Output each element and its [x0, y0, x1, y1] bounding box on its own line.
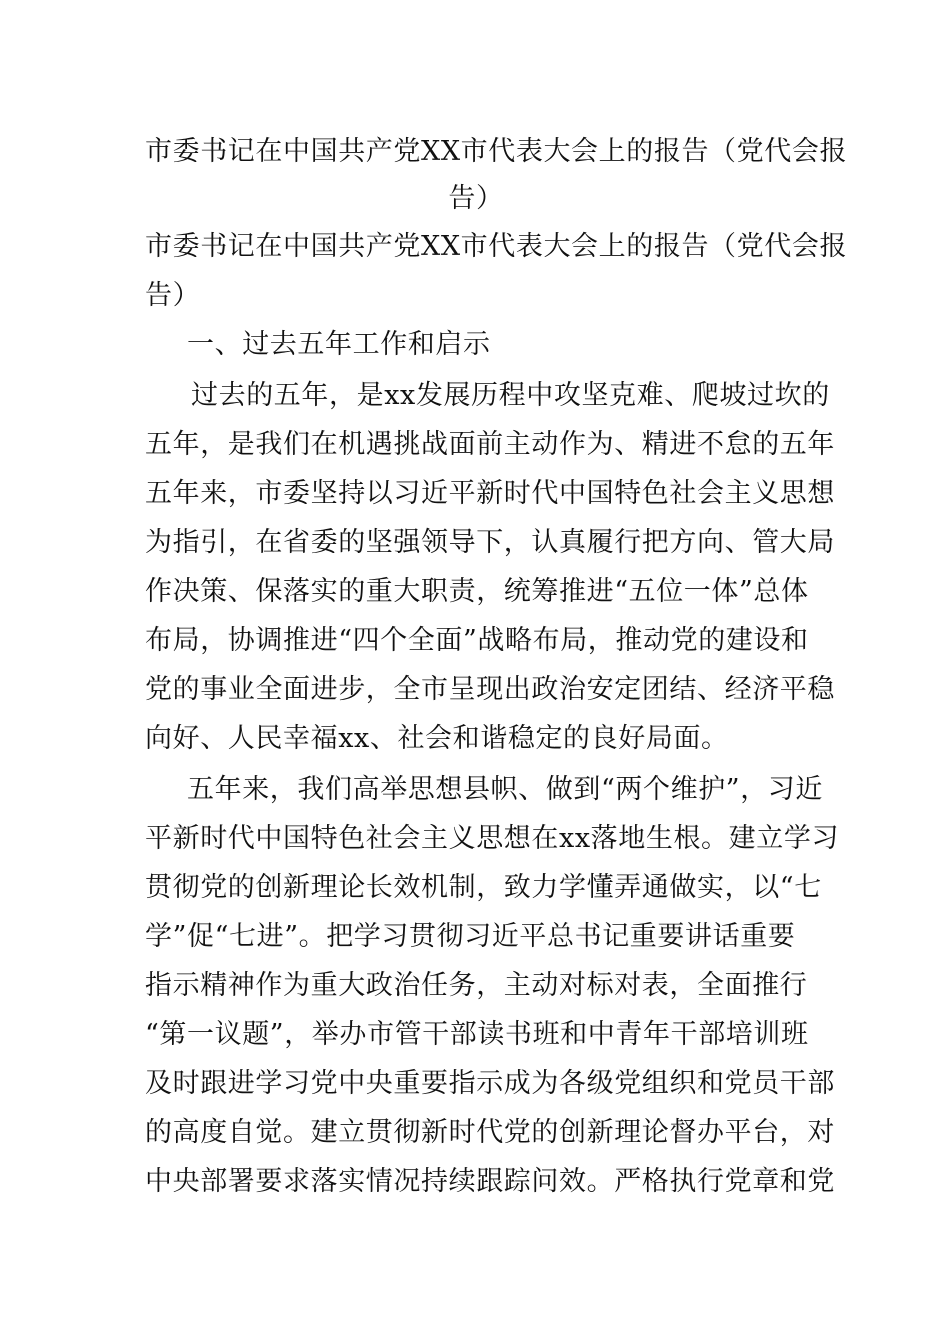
paragraph-2-line: 的高度自觉。建立贯彻新时代党的创新理论督办平台，对	[145, 1117, 835, 1148]
paragraph-2-line: 五年来，我们高举思想县帜、做到“两个维护”，习近	[187, 774, 824, 805]
paragraph-2-line: 学”促“七进”。把学习贯彻习近平总书记重要讲话重要	[145, 921, 796, 952]
paragraph-1-line: 布局，协调推进“四个全面”战略布局，推动党的建设和	[145, 625, 809, 656]
subtitle-line-1: 市委书记在中国共产党XX市代表大会上的报告（党代会报	[145, 231, 848, 262]
document-subtitle	[145, 222, 848, 320]
paragraph-1-line: 五年，是我们在机遇挑战面前主动作为、精进不怠的五年	[145, 429, 835, 460]
paragraph-1-line: 向好、人民幸福xx、社会和谐稳定的良好局面。	[145, 723, 729, 754]
section-heading: 一、过去五年工作和启示	[187, 329, 491, 360]
paragraph-2-line: 中央部署要求落实情况持续跟踪问效。严格执行党章和党	[145, 1166, 835, 1197]
title-line-2: 告）	[448, 183, 504, 214]
paragraph-1-line: 党的事业全面进步，全市呈现出政治安定团结、经济平稳	[145, 674, 835, 705]
paragraph-2-line: 指示精神作为重大政治任务，主动对标对表，全面推行	[145, 970, 808, 1001]
subtitle-line-2: 告）	[145, 280, 201, 311]
paragraph-2-line: 及时跟进学习党中央重要指示成为各级党组织和党员干部	[145, 1068, 835, 1099]
paragraph-2-line: 贯彻党的创新理论长效机制，致力学懂弄通做实，以“七	[145, 872, 822, 903]
paragraph-2	[145, 765, 840, 1206]
title-line-1: 市委书记在中国共产党XX市代表大会上的报告（党代会报	[145, 136, 848, 167]
paragraph-2-line: 平新时代中国特色社会主义思想在xx落地生根。建立学习	[145, 823, 840, 854]
document-title	[145, 128, 848, 222]
paragraph-1-line: 作决策、保落实的重大职责，统筹推进“五位一体”总体	[145, 576, 809, 607]
document-page	[145, 128, 848, 1206]
paragraph-1-line: 五年来，市委坚持以习近平新时代中国特色社会主义思想	[145, 478, 835, 509]
paragraph-1-line: 过去的五年，是xx发展历程中攻坚克难、爬坡过坎的	[191, 380, 830, 411]
paragraph-1	[145, 371, 835, 763]
paragraph-2-line: “第一议题”，举办市管干部读书班和中青年干部培训班	[145, 1019, 809, 1050]
paragraph-1-line: 为指引，在省委的坚强领导下，认真履行把方向、管大局	[145, 527, 835, 558]
